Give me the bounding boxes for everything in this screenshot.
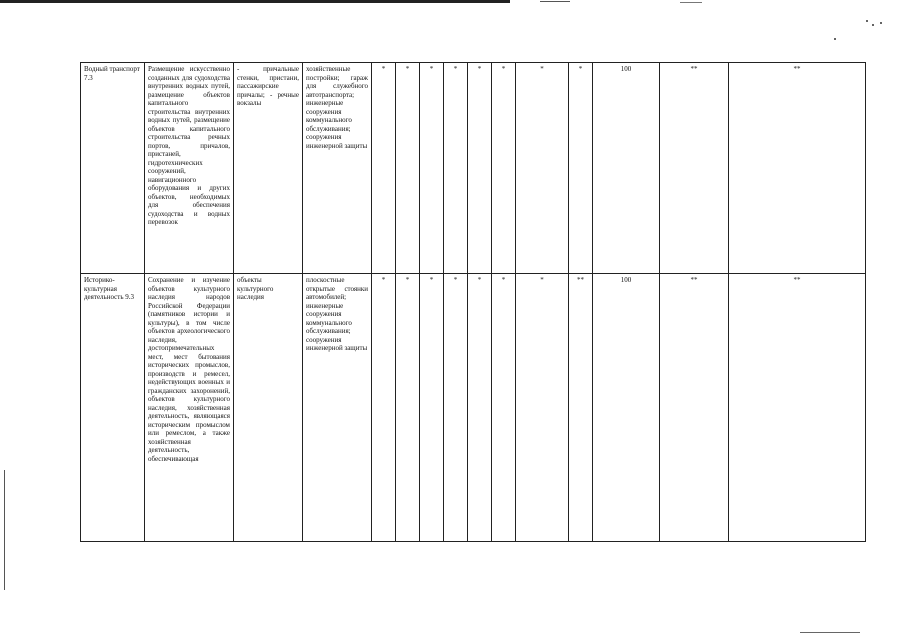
param-mark: * xyxy=(468,274,492,542)
param-mark: ** xyxy=(729,63,866,274)
land-use-table xyxy=(80,62,866,542)
table-row xyxy=(81,274,866,542)
table-row xyxy=(81,63,866,274)
percent-cell: 100 xyxy=(593,63,660,274)
bottom-scan-mark xyxy=(800,632,860,633)
param-mark: ** xyxy=(569,274,593,542)
top-scan-edge xyxy=(0,0,510,3)
param-mark: * xyxy=(444,274,468,542)
param-mark: ** xyxy=(660,274,729,542)
param-mark: * xyxy=(396,274,420,542)
param-mark: * xyxy=(516,274,569,542)
param-mark: * xyxy=(396,63,420,274)
auxiliary-use-cell: хозяйственные постройки; гараж для служебного автотранспорта; инженерные сооружения коммунального обслуживания; сооружения инженерной защиты xyxy=(303,63,372,274)
param-mark: * xyxy=(372,274,396,542)
scan-speck xyxy=(880,22,882,24)
scan-speck xyxy=(872,24,874,26)
param-mark: * xyxy=(372,63,396,274)
scan-speck xyxy=(866,20,868,22)
use-type-name: Водный транспорт 7.3 xyxy=(81,63,145,274)
percent-cell: 100 xyxy=(593,274,660,542)
param-mark: * xyxy=(569,63,593,274)
param-mark: * xyxy=(516,63,569,274)
left-scan-edge xyxy=(4,470,5,590)
use-type-description: Сохранение и изучение объектов культурного наследия народов Российской Федерации (памятников истории и культуры), в том числе объектов археологического наследия, достопримечательных мест, мест бытования исторических промыслов, производств и ремесел, недействующих военных и гражданских захоронений, объектов культурного наследия, хозяйственная деятельность, являющаяся историческим промыслом или ремеслом, а также хозяйственная деятельность, обеспечивающая xyxy=(145,274,234,542)
param-mark: * xyxy=(420,63,444,274)
auxiliary-use-cell: плоскостные открытые стоянки автомобилей; инженерные сооружения коммунального обслуживания; сооружения инженерной защиты xyxy=(303,274,372,542)
param-mark: ** xyxy=(729,274,866,542)
use-type-name: Историко-культурная деятельность 9.3 xyxy=(81,274,145,542)
main-use-cell: объекты культурного наследия xyxy=(234,274,303,542)
param-mark: ** xyxy=(660,63,729,274)
use-type-description: Размещение искусственно созданных для судоходства внутренних водных путей, размещение объектов капитального строительства внутренних водных путей, размещение объектов капитального строительства речных портов, причалов, пристаней, гидротехнических сооружений, навигационного оборудования и других объектов, необходимых для обеспечения судоходства и водных перевозок xyxy=(145,63,234,274)
top-scan-mark xyxy=(680,2,702,3)
param-mark: * xyxy=(492,274,516,542)
param-mark: * xyxy=(420,274,444,542)
param-mark: * xyxy=(492,63,516,274)
main-use-cell: - причальные стенки, пристани, пассажирские причалы; - речные вокзалы xyxy=(234,63,303,274)
param-mark: * xyxy=(468,63,492,274)
scan-speck xyxy=(834,38,836,40)
param-mark: * xyxy=(444,63,468,274)
top-scan-mark xyxy=(540,1,570,2)
